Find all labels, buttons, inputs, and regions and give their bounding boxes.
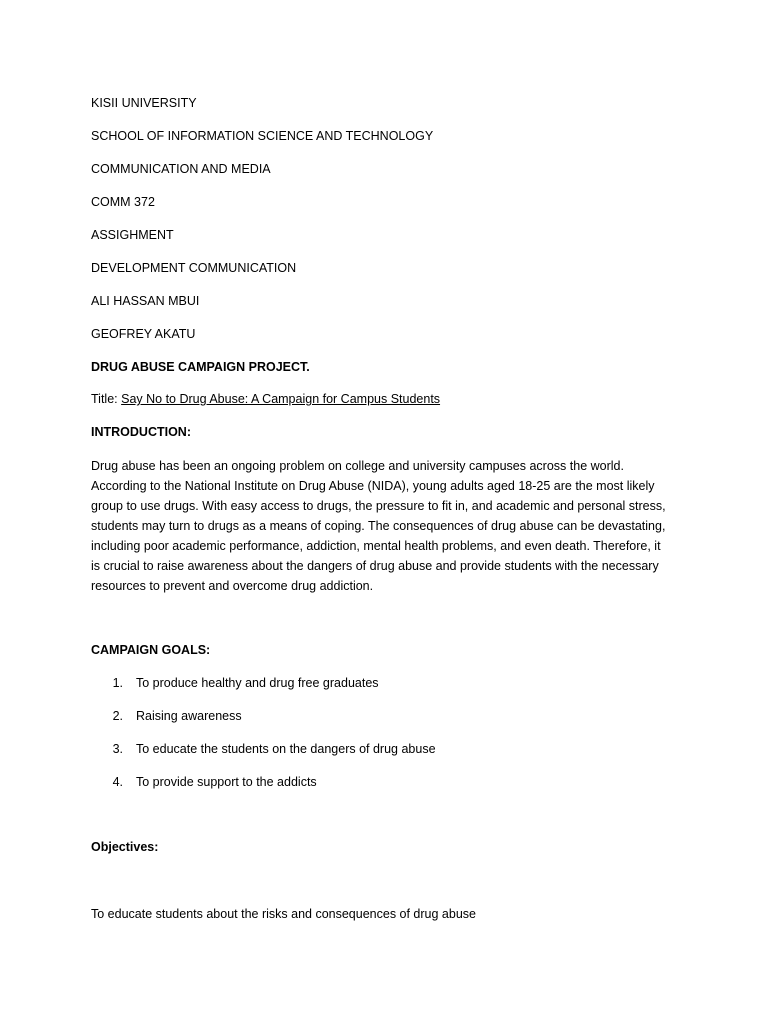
intro-line: including poor academic performance, addiction, mental health problems, and even death. Therefore, it <box>91 539 661 553</box>
goal-number: 3. <box>112 742 123 756</box>
intro-line: resources to prevent and overcome drug addiction. <box>91 579 374 593</box>
goal-number: 1. <box>112 676 123 690</box>
goal-list-item <box>91 708 242 724</box>
intro-line: According to the National Institute on Drug Abuse (NIDA), young adults aged 18-25 are the most likely <box>91 479 655 493</box>
goal-number: 2. <box>112 709 123 723</box>
goal-text: To provide support to the addicts <box>136 775 317 789</box>
objective-item: To educate students about the risks and consequences of drug abuse <box>91 907 476 921</box>
document-type: ASSIGHMENT <box>91 228 174 242</box>
intro-line: is crucial to raise awareness about the dangers of drug abuse and provide students with the necessary <box>91 559 659 573</box>
intro-line: group to use drugs. With easy access to drugs, the pressure to fit in, and academic and personal stress, <box>91 499 666 513</box>
objectives-heading: Objectives: <box>91 840 159 854</box>
introduction-heading: INTRODUCTION: <box>91 425 191 439</box>
goal-list-item <box>91 675 379 691</box>
title-label: Title: <box>91 392 118 406</box>
department-name: COMMUNICATION AND MEDIA <box>91 162 271 176</box>
goal-list-item <box>91 774 317 790</box>
introduction-paragraph <box>91 456 691 596</box>
goal-text: To educate the students on the dangers of drug abuse <box>136 742 436 756</box>
goal-list-item <box>91 741 436 757</box>
intro-line: Drug abuse has been an ongoing problem on college and university campuses across the world. <box>91 459 624 473</box>
campaign-title: Say No to Drug Abuse: A Campaign for Campus Students <box>121 392 441 406</box>
title-line <box>91 391 440 407</box>
intro-line: students may turn to drugs as a means of coping. The consequences of drug abuse can be devastating, <box>91 519 666 533</box>
school-name: SCHOOL OF INFORMATION SCIENCE AND TECHNOLOGY <box>91 129 434 143</box>
campaign-goals-heading: CAMPAIGN GOALS: <box>91 643 211 657</box>
project-heading: DRUG ABUSE CAMPAIGN PROJECT. <box>91 360 310 374</box>
course-title: DEVELOPMENT COMMUNICATION <box>91 261 297 275</box>
university-name: KISII UNIVERSITY <box>91 96 197 110</box>
author-2: GEOFREY AKATU <box>91 327 196 341</box>
goal-text: Raising awareness <box>136 709 242 723</box>
goal-number: 4. <box>112 775 123 789</box>
goal-text: To produce healthy and drug free graduates <box>136 676 379 690</box>
course-code: COMM 372 <box>91 195 155 209</box>
author-1: ALI HASSAN MBUI <box>91 294 200 308</box>
